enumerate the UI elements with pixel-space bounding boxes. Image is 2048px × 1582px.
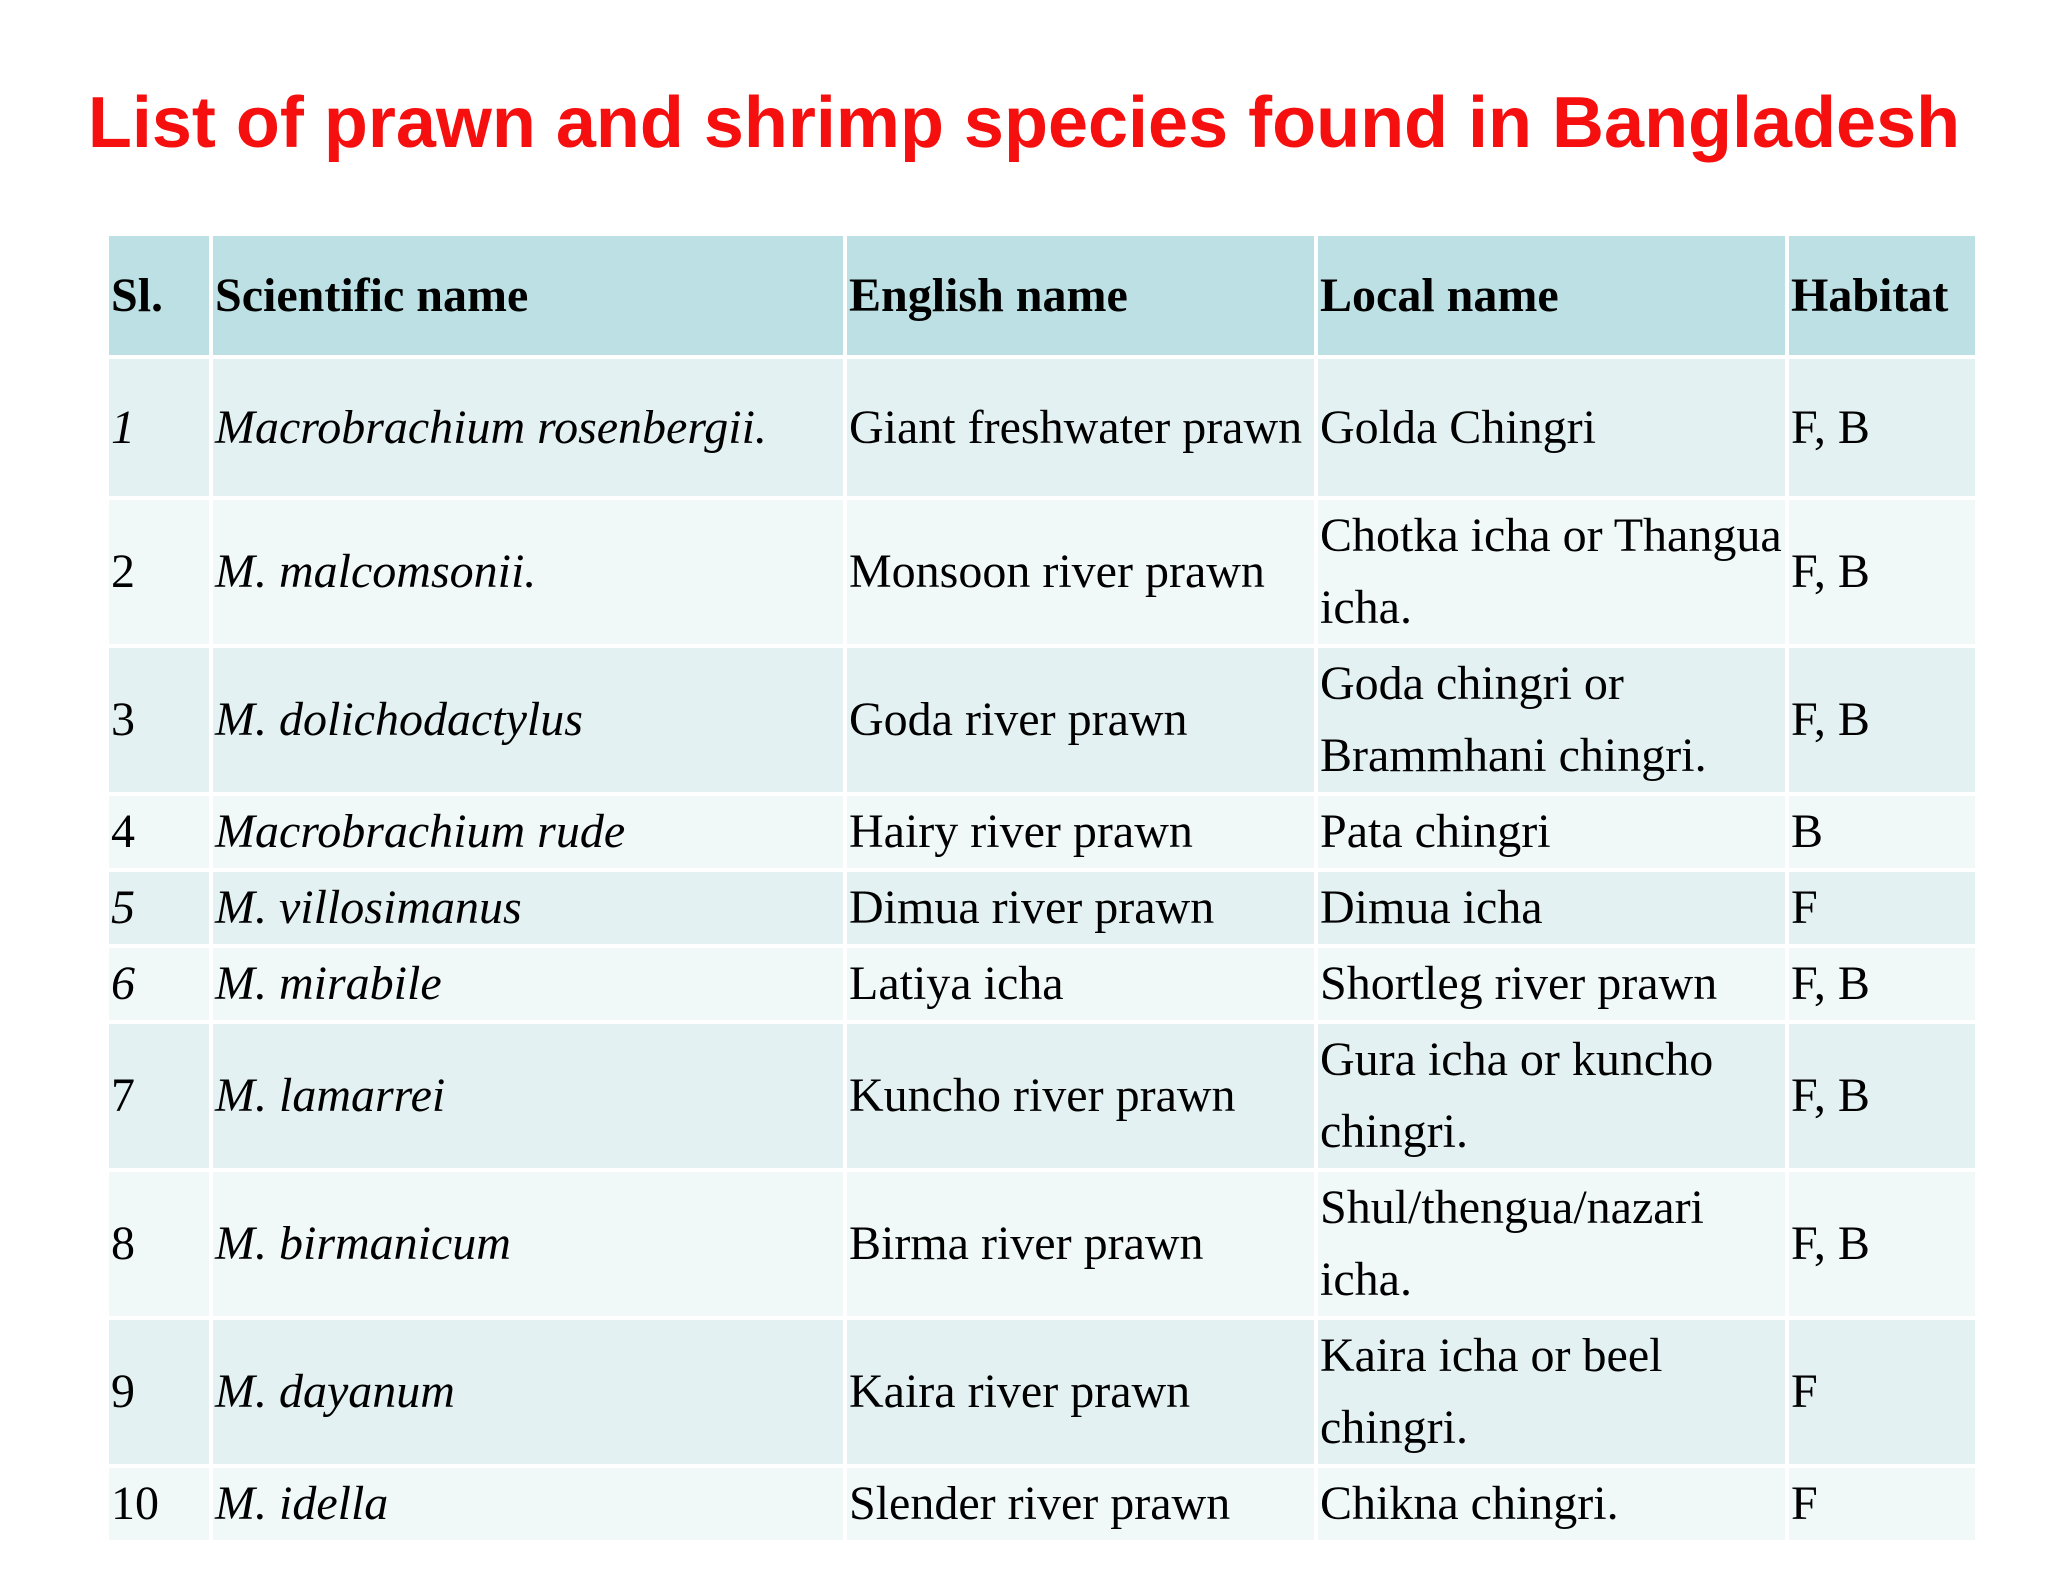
cell-english-name: Dimua river prawn bbox=[847, 872, 1314, 944]
cell-habitat: F bbox=[1789, 1468, 1975, 1540]
cell-english-name: Kaira river prawn bbox=[847, 1320, 1314, 1464]
cell-local-name: Goda chingri or Brammhani chingri. bbox=[1318, 648, 1785, 792]
cell-local-name: Dimua icha bbox=[1318, 872, 1785, 944]
cell-sl: 7 bbox=[109, 1024, 209, 1168]
cell-scientific-name: M. mirabile bbox=[213, 948, 843, 1020]
cell-scientific-name: Macrobrachium rude bbox=[213, 796, 843, 868]
cell-local-name: Chotka icha or Thangua icha. bbox=[1318, 500, 1785, 644]
cell-scientific-name: M. villosimanus bbox=[213, 872, 843, 944]
cell-scientific-name: Macrobrachium rosenbergii. bbox=[213, 359, 843, 496]
table-row bbox=[109, 500, 1975, 644]
cell-local-name: Kaira icha or beel chingri. bbox=[1318, 1320, 1785, 1464]
cell-scientific-name: M. dayanum bbox=[213, 1320, 843, 1464]
table-row bbox=[109, 648, 1975, 792]
cell-scientific-name: M. dolichodactylus bbox=[213, 648, 843, 792]
table-header-row bbox=[109, 236, 1975, 355]
cell-local-name: Shul/thengua/nazari icha. bbox=[1318, 1172, 1785, 1316]
cell-english-name: Monsoon river prawn bbox=[847, 500, 1314, 644]
cell-local-name: Shortleg river prawn bbox=[1318, 948, 1785, 1020]
cell-english-name: Goda river prawn bbox=[847, 648, 1314, 792]
cell-local-name: Golda Chingri bbox=[1318, 359, 1785, 496]
cell-habitat: F, B bbox=[1789, 648, 1975, 792]
cell-habitat: F bbox=[1789, 1320, 1975, 1464]
table-row bbox=[109, 1468, 1975, 1540]
cell-english-name: Birma river prawn bbox=[847, 1172, 1314, 1316]
cell-sl: 1 bbox=[109, 359, 209, 496]
cell-sl: 3 bbox=[109, 648, 209, 792]
cell-habitat: F, B bbox=[1789, 359, 1975, 496]
cell-scientific-name: M. birmanicum bbox=[213, 1172, 843, 1316]
table-row bbox=[109, 1024, 1975, 1168]
table-row bbox=[109, 796, 1975, 868]
cell-english-name: Hairy river prawn bbox=[847, 796, 1314, 868]
header-english-name: English name bbox=[847, 236, 1314, 355]
cell-habitat: F bbox=[1789, 872, 1975, 944]
cell-english-name: Slender river prawn bbox=[847, 1468, 1314, 1540]
cell-sl: 4 bbox=[109, 796, 209, 868]
header-local-name: Local name bbox=[1318, 236, 1785, 355]
cell-sl: 10 bbox=[109, 1468, 209, 1540]
table-row bbox=[109, 948, 1975, 1020]
cell-habitat: F, B bbox=[1789, 500, 1975, 644]
cell-local-name: Chikna chingri. bbox=[1318, 1468, 1785, 1540]
cell-sl: 9 bbox=[109, 1320, 209, 1464]
cell-habitat: F, B bbox=[1789, 1172, 1975, 1316]
table-row bbox=[109, 359, 1975, 496]
cell-habitat: F, B bbox=[1789, 1024, 1975, 1168]
table-row bbox=[109, 872, 1975, 944]
cell-sl: 2 bbox=[109, 500, 209, 644]
header-sl: Sl. bbox=[109, 236, 209, 355]
cell-english-name: Kuncho river prawn bbox=[847, 1024, 1314, 1168]
slide-title: List of prawn and shrimp species found in Bangladesh bbox=[87, 83, 1961, 163]
cell-sl: 8 bbox=[109, 1172, 209, 1316]
cell-sl: 5 bbox=[109, 872, 209, 944]
cell-scientific-name: M. lamarrei bbox=[213, 1024, 843, 1168]
header-habitat: Habitat bbox=[1789, 236, 1975, 355]
header-scientific-name: Scientific name bbox=[213, 236, 843, 355]
cell-english-name: Latiya icha bbox=[847, 948, 1314, 1020]
cell-sl: 6 bbox=[109, 948, 209, 1020]
cell-scientific-name: M. idella bbox=[213, 1468, 843, 1540]
species-table bbox=[105, 232, 1979, 1544]
table-row bbox=[109, 1172, 1975, 1316]
cell-english-name: Giant freshwater prawn bbox=[847, 359, 1314, 496]
cell-local-name: Pata chingri bbox=[1318, 796, 1785, 868]
cell-habitat: B bbox=[1789, 796, 1975, 868]
cell-scientific-name: M. malcomsonii. bbox=[213, 500, 843, 644]
cell-local-name: Gura icha or kuncho chingri. bbox=[1318, 1024, 1785, 1168]
table-row bbox=[109, 1320, 1975, 1464]
cell-habitat: F, B bbox=[1789, 948, 1975, 1020]
